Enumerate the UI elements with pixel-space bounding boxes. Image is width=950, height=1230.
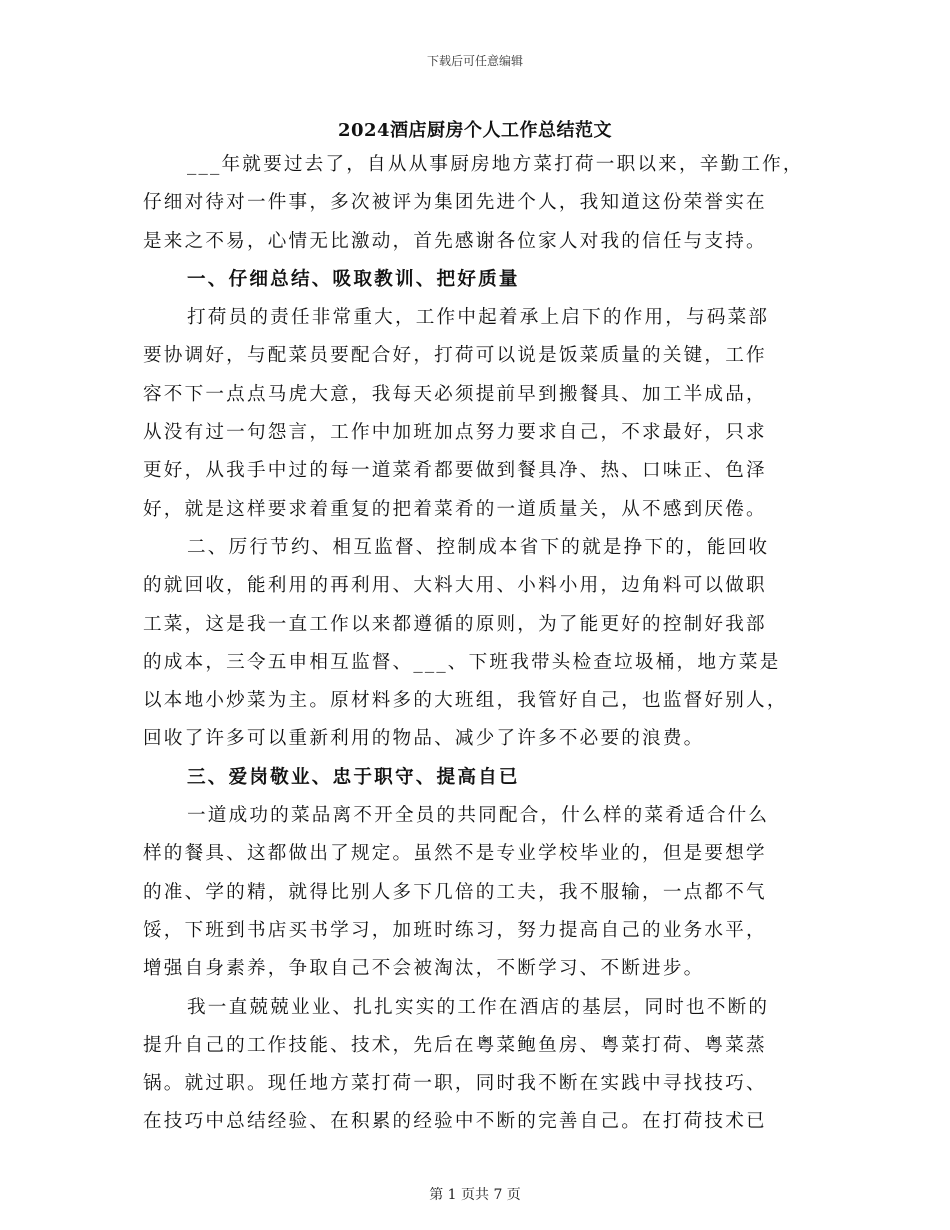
paragraph-line: 的就回收，能利用的再利用、大料大用、小料小用，边角料可以做职 — [143, 575, 767, 597]
paragraph-line: 更好，从我手中过的每一道菜肴都要做到餐具净、热、口味正、色泽 — [143, 460, 767, 482]
paragraph-line: 锅。就过职。现任地方菜打荷一职，同时我不断在实践中寻找技巧、 — [143, 1073, 767, 1095]
paragraph-line: 是来之不易，心情无比激动，首先感谢各位家人对我的信任与支持。 — [143, 230, 767, 252]
paragraph-line: 的成本，三令五申相互监督、___、下班我带头检查垃圾桶，地方菜是 — [143, 651, 781, 673]
document-title: 2024酒店厨房个人工作总结范文 — [337, 120, 613, 141]
paragraph-line: 我一直兢兢业业、扎扎实实的工作在酒店的基层，同时也不断的 — [187, 996, 770, 1018]
paragraph-line: 从没有过一句怨言，工作中加班加点努力要求自己，不求最好，只求 — [143, 422, 767, 444]
document-body — [143, 146, 833, 1142]
paragraph-line: 样的餐具、这都做出了规定。虽然不是专业学校毕业的，但是要想学 — [143, 843, 767, 865]
paragraph-line: 好，就是这样要求着重复的把着菜肴的一道质量关，从不感到厌倦。 — [143, 498, 767, 520]
section-heading-2: 二、厉行节约、相互监督、控制成本省下的就是挣下的，能回收 — [187, 536, 770, 558]
paragraph-line: 要协调好，与配菜员要配合好，打荷可以说是饭菜质量的关键，工作 — [143, 345, 767, 367]
section-heading-3: 三、爱岗敬业、忠于职守、提高自已 — [187, 766, 520, 788]
paragraph-line: 打荷员的责任非常重大，工作中起着承上启下的作用，与码菜部 — [187, 307, 770, 329]
section-heading-1: 一、仔细总结、吸取教训、把好质量 — [187, 268, 520, 290]
paragraph-line: 增强自身素养，争取自己不会被淘汰，不断学习、不断进步。 — [143, 958, 705, 980]
paragraph-line: 的准、学的精，就得比别人多下几倍的工夫，我不服输，一点都不气 — [143, 881, 767, 903]
paragraph-line: 以本地小炒菜为主。原材料多的大班组，我管好自己，也监督好别人， — [143, 690, 788, 712]
page-header-note: 下载后可任意编辑 — [426, 54, 523, 68]
paragraph-line: 工菜，这是我一直工作以来都遵循的原则，为了能更好的控制好我部 — [143, 613, 767, 635]
paragraph-line: 馁，下班到书店买书学习，加班时练习，努力提高自己的业务水平， — [143, 919, 767, 941]
page-number: 第 1 页共 7 页 — [429, 1187, 521, 1203]
paragraph-line: 仔细对待对一件事，多次被评为集团先进个人，我知道这份荣誉实在 — [143, 192, 767, 214]
paragraph-line: 一道成功的菜品离不开全员的共同配合，什么样的菜肴适合什么 — [187, 805, 770, 827]
paragraph-line: 在技巧中总结经验、在积累的经验中不断的完善自己。在打荷技术已 — [143, 1111, 767, 1133]
paragraph-line: ___年就要过去了，自从从事厨房地方菜打荷一职以来，辛勤工作， — [187, 154, 804, 175]
paragraph-line: 回收了许多可以重新利用的物品、减少了许多不必要的浪费。 — [143, 728, 705, 750]
paragraph-line: 容不下一点点马虎大意，我每天必须提前早到搬餐具、加工半成品， — [143, 383, 767, 405]
paragraph-line: 提升自己的工作技能、技术，先后在粤菜鲍鱼房、粤菜打荷、粤菜蒸 — [143, 1034, 767, 1056]
